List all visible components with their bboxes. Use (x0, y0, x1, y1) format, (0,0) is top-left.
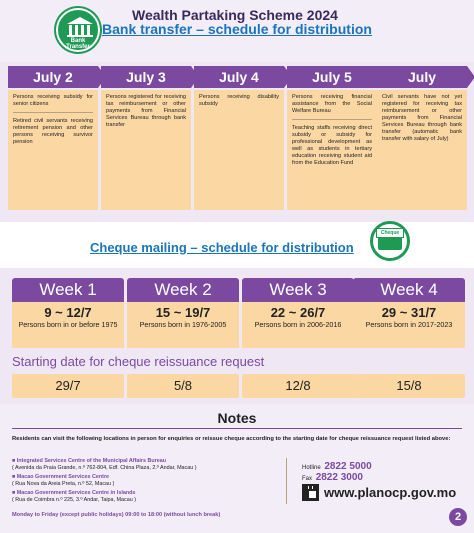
bank-badge-label: Bank Transfer (66, 38, 90, 50)
bank-transfer-column-5 (377, 66, 467, 210)
transfer-recipient: Persons receiving subsidy for senior citizens (13, 94, 93, 113)
week-label: Week 2 (127, 278, 239, 302)
week-body (127, 302, 239, 348)
transfer-recipient: Retired civil servants receiving retirement pension and other persons receiving survivor pension (13, 118, 93, 145)
bullet-icon: ■ (12, 458, 17, 464)
week-label: Week 1 (12, 278, 124, 302)
transfer-recipient: Persons registered for receiving tax reimbursement or other payments from Financial Services Bureau through bank transfer (106, 94, 186, 128)
website-link[interactable]: www.planocp.gov.mo (324, 485, 457, 500)
week-birth-group: Persons born in 2006-2016 (254, 320, 342, 329)
cheque-heading: Cheque mailing – schedule for distribution (90, 240, 354, 255)
fax-label: Fax (302, 476, 313, 482)
page-number: 2 (449, 508, 467, 526)
hotline (302, 461, 372, 472)
qr-code-icon[interactable] (302, 484, 319, 501)
transfer-recipient: Civil servants have not yet registered for receiving tax reimbursement or other payments from Financial Services Bureau through bank transfer (automatic bank transfer with salary of July) (382, 94, 462, 142)
hotline-label: Hotline (302, 465, 321, 471)
location-name: Macao Government Services Centre in Islands (16, 490, 136, 496)
week-date-range: 9 ~ 12/7 (44, 305, 92, 320)
week-label: Week 3 (242, 278, 354, 302)
bank-transfer-column-4 (287, 66, 377, 210)
transfer-body (101, 90, 191, 210)
transfer-recipient: Teaching staffs receiving direct subsidy or subsidy for professional development as well as students in tertiary education receiving student aid from the Education Fund (292, 125, 372, 166)
transfer-body (287, 90, 377, 210)
location-item-2 (12, 474, 272, 487)
transfer-day: July 5 (287, 66, 377, 88)
divider (12, 428, 462, 429)
transfer-day: July 4 (194, 66, 284, 88)
reissue-date-4: 15/8 (353, 374, 465, 398)
location-address: ( Rua de Coimbra n.º 225, 3.º Andar, Taipa, Macau ) (12, 496, 136, 503)
transfer-day: July (377, 66, 467, 88)
transfer-recipient: Persons receiving financial assistance from the Social Welfare Bureau (292, 94, 372, 120)
location-name: Integrated Services Centre of the Municipal Affairs Bureau (16, 458, 167, 464)
bullet-icon: ■ (12, 490, 17, 496)
reissue-date-3: 12/8 (242, 374, 354, 398)
location-name: Macao Government Services Centre (16, 474, 110, 480)
bank-transfer-column-2 (101, 66, 191, 210)
transfer-day: July 3 (101, 66, 191, 88)
page-title: Wealth Partaking Scheme 2024 (132, 7, 338, 23)
week-birth-group: Persons born in 1976-2005 (139, 320, 227, 329)
week-birth-group: Persons born in or before 1975 (18, 320, 118, 329)
fax (302, 472, 363, 483)
week-date-range: 22 ~ 26/7 (270, 305, 326, 320)
transfer-recipient: Persons receiving disability subsidy (199, 94, 279, 107)
week-card-4 (353, 278, 465, 348)
cheque-envelope-icon (370, 221, 410, 261)
week-body (242, 302, 354, 348)
week-birth-group: Persons born in 2017-2023 (365, 320, 453, 329)
transfer-body (194, 90, 284, 210)
location-item-1 (12, 458, 272, 471)
bank-transfer-column-3 (194, 66, 284, 210)
cheque-badge-label: Cheque (376, 228, 404, 238)
location-address: ( Avenida da Praia Grande, n.º 762-804, Edf. China Plaza, 2.º Andar, Macau ) (12, 464, 197, 471)
bank-transfer-icon (56, 8, 100, 52)
week-card-2 (127, 278, 239, 348)
fax-number: 2822 3000 (315, 472, 363, 483)
week-card-3 (242, 278, 354, 348)
week-date-range: 29 ~ 31/7 (381, 305, 437, 320)
bank-transfer-heading: Bank transfer – schedule for distribution (102, 21, 372, 37)
bullet-icon: ■ (12, 474, 17, 480)
week-body (12, 302, 124, 348)
notes-intro: Residents can visit the following locations in person for enquiries or reissue cheque according to the starting date for cheque reissuance request listed above: (12, 436, 451, 442)
week-body (353, 302, 465, 348)
week-date-range: 15 ~ 19/7 (155, 305, 211, 320)
reissue-heading: Starting date for cheque reissuance request (12, 354, 265, 369)
header (0, 0, 474, 62)
location-address: ( Rua Nova da Areia Preta, n.º 52, Macau ) (12, 480, 115, 487)
bank-transfer-column-1 (8, 66, 98, 210)
location-item-3 (12, 490, 272, 503)
divider (286, 458, 287, 504)
transfer-body (377, 90, 467, 210)
week-card-1 (12, 278, 124, 348)
reissue-date-2: 5/8 (127, 374, 239, 398)
hotline-number[interactable]: 2822 5000 (324, 461, 372, 472)
reissue-date-1: 29/7 (12, 374, 124, 398)
transfer-body (8, 90, 98, 210)
notes-heading: Notes (217, 410, 257, 426)
week-label: Week 4 (353, 278, 465, 302)
opening-hours: Monday to Friday (except public holidays) 09:00 to 18:00 (without lunch break) (12, 512, 221, 518)
transfer-day: July 2 (8, 66, 98, 88)
